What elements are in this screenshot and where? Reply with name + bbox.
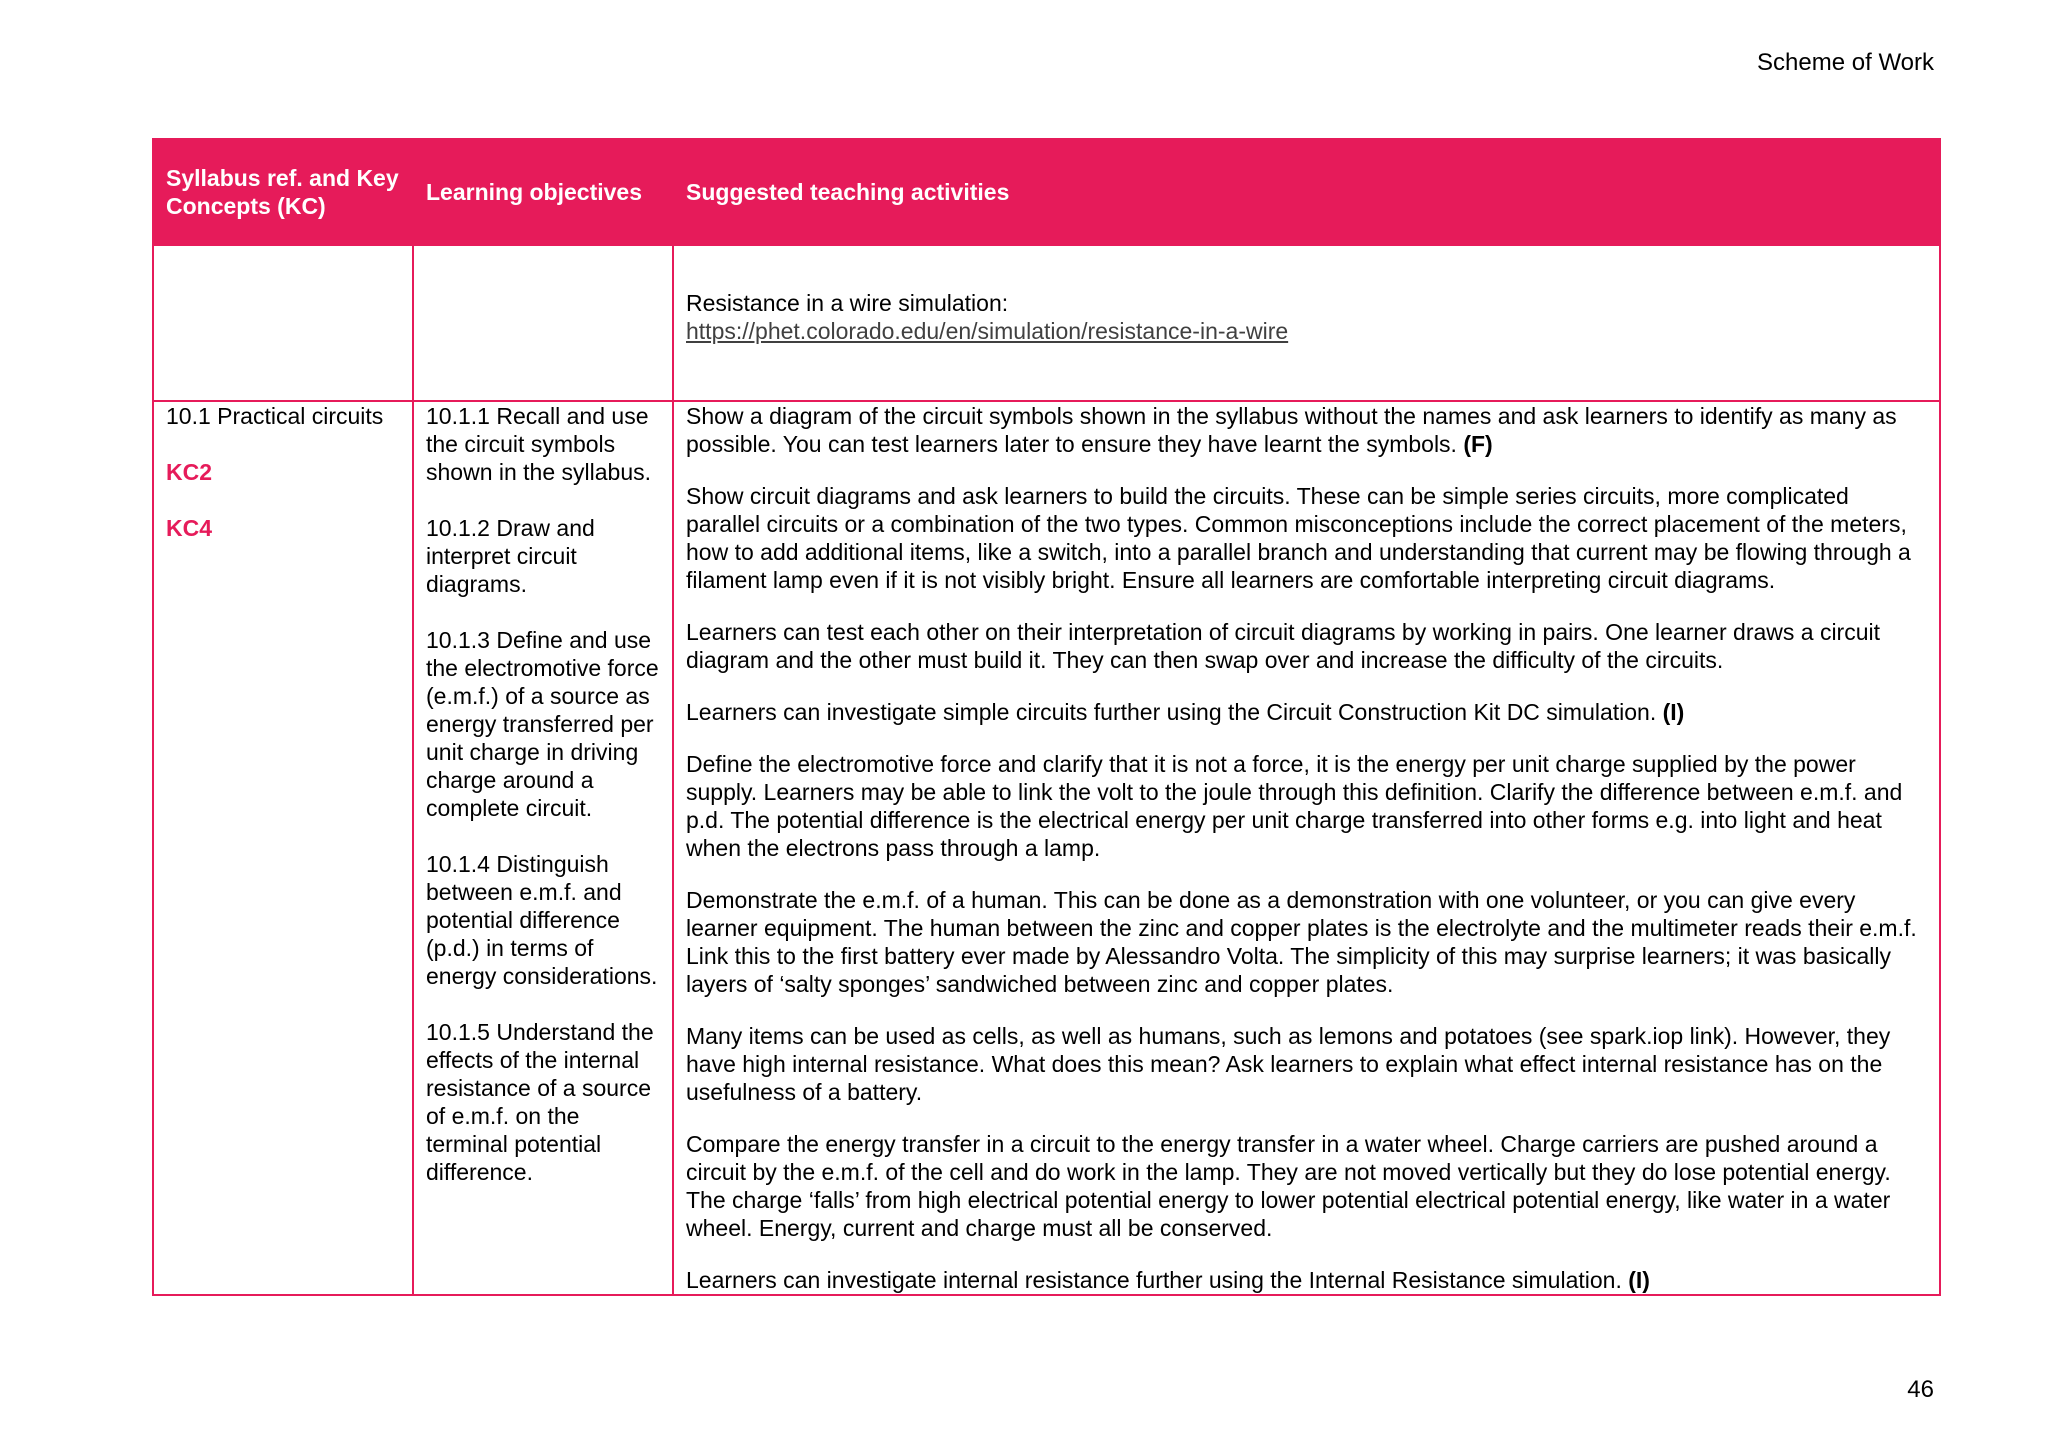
column-header-teaching-activities: Suggested teaching activities <box>673 139 1940 245</box>
key-concept-kc4: KC4 <box>166 515 213 541</box>
activity-paragraph <box>686 1022 1927 1106</box>
objective-10-1-1: 10.1.1 Recall and use the circuit symbols shown in the syllabus. <box>426 403 652 485</box>
scheme-of-work-table <box>152 138 1941 1296</box>
activity-paragraph <box>686 1266 1927 1294</box>
table-row-continuation <box>153 245 1940 401</box>
activity-paragraph <box>686 402 1927 458</box>
syllabus-ref-label: 10.1 Practical circuits <box>166 403 384 429</box>
page-number: 46 <box>1907 1376 1934 1403</box>
assessment-tag: (I) <box>1662 699 1685 725</box>
document-header-title: Scheme of Work <box>1757 49 1934 76</box>
activity-text: Resistance in a wire simulation: <box>686 290 1009 316</box>
objective-10-1-3: 10.1.3 Define and use the electromotive force (e.m.f.) of a source as energy transferred per unit charge in driving charge around a complete circuit. <box>426 627 659 821</box>
key-concept-kc2: KC2 <box>166 459 213 485</box>
activity-text: Show circuit diagrams and ask learners to build the circuits. These can be simple series circuits, more complicated parallel circuits or a combination of the two types. Common misconceptions include the correct placement of the meters, how to add additional items, like a switch, into a parallel branch and understanding that current may be flowing through a filament lamp even if it is not visibly bright. Ensure all learners are comfortable interpreting circuit diagrams. <box>686 483 1911 593</box>
table-row-practical-circuits <box>153 401 1940 1295</box>
column-header-learning-objectives: Learning objectives <box>413 139 673 245</box>
column-header-syllabus-ref: Syllabus ref. and Key Concepts (KC) <box>153 139 413 245</box>
activity-paragraph <box>686 618 1927 674</box>
activity-text: Many items can be used as cells, as well as humans, such as lemons and potatoes (see spark.iop link). However, they have high internal resistance. What does this mean? Ask learners to explain what effect internal resistance has on the usefulness of a battery. <box>686 1023 1891 1105</box>
cell-objectives-empty <box>413 245 673 401</box>
cell-syllabus-ref <box>153 401 413 1295</box>
activity-text: Demonstrate the e.m.f. of a human. This can be done as a demonstration with one volunteer, or you can give every learner equipment. The human between the zinc and copper plates is the electrolyte and the multimeter reads their e.m.f. Link this to the first battery ever made by Alessandro Volta. The simplicity of this may surprise learners; it was basically layers of ‘salty sponges’ sandwiched between zinc and copper plates. <box>686 887 1917 997</box>
assessment-tag: (F) <box>1463 431 1493 457</box>
activity-paragraph <box>686 698 1927 726</box>
objective-10-1-5: 10.1.5 Understand the effects of the internal resistance of a source of e.m.f. on the terminal potential difference. <box>426 1019 654 1185</box>
cell-teaching-activities <box>673 401 1940 1295</box>
activity-text: Define the electromotive force and clarify that it is not a force, it is the energy per unit charge supplied by the power supply. Learners may be able to link the volt to the joule through this definition. Clarify the difference between e.m.f. and p.d. The potential difference is the electrical energy per unit charge transferred into other forms e.g. into light and heat when the electrons pass through a lamp. <box>686 751 1903 861</box>
table-header-row <box>153 139 1940 245</box>
activity-paragraph <box>686 482 1927 594</box>
cell-activities-continuation <box>673 245 1940 401</box>
resistance-in-a-wire-link[interactable]: https://phet.colorado.edu/en/simulation/resistance-in-a-wire <box>686 318 1289 344</box>
activity-paragraph <box>686 750 1927 862</box>
objective-10-1-2: 10.1.2 Draw and interpret circuit diagrams. <box>426 515 595 597</box>
activity-text: Learners can test each other on their interpretation of circuit diagrams by working in pairs. One learner draws a circuit diagram and the other must build it. They can then swap over and increase the difficulty of the circuits. <box>686 619 1881 673</box>
cell-syllabus-empty <box>153 245 413 401</box>
cell-learning-objectives <box>413 401 673 1295</box>
activity-text: Learners can investigate internal resistance further using the Internal Resistance simulation. <box>686 1267 1622 1293</box>
activity-paragraph <box>686 886 1927 998</box>
activity-paragraph <box>686 1130 1927 1242</box>
activity-text: Compare the energy transfer in a circuit to the energy transfer in a water wheel. Charge carriers are pushed around a circuit by the e.m.f. of the cell and do work in the lamp. They are not moved vertically but they do lose potential energy. The charge ‘falls’ from high electrical potential energy to lower potential electrical potential energy, like water in a water wheel. Energy, current and charge must all be conserved. <box>686 1131 1891 1241</box>
assessment-tag: (I) <box>1628 1267 1650 1293</box>
activity-text: Show a diagram of the circuit symbols shown in the syllabus without the names and ask learners to identify as many as possible. You can test learners later to ensure they have learnt the symbols. <box>686 403 1897 457</box>
objective-10-1-4: 10.1.4 Distinguish between e.m.f. and potential difference (p.d.) in terms of energy considerations. <box>426 851 658 989</box>
activity-text: Learners can investigate simple circuits further using the Circuit Construction Kit DC simulation. <box>686 699 1657 725</box>
